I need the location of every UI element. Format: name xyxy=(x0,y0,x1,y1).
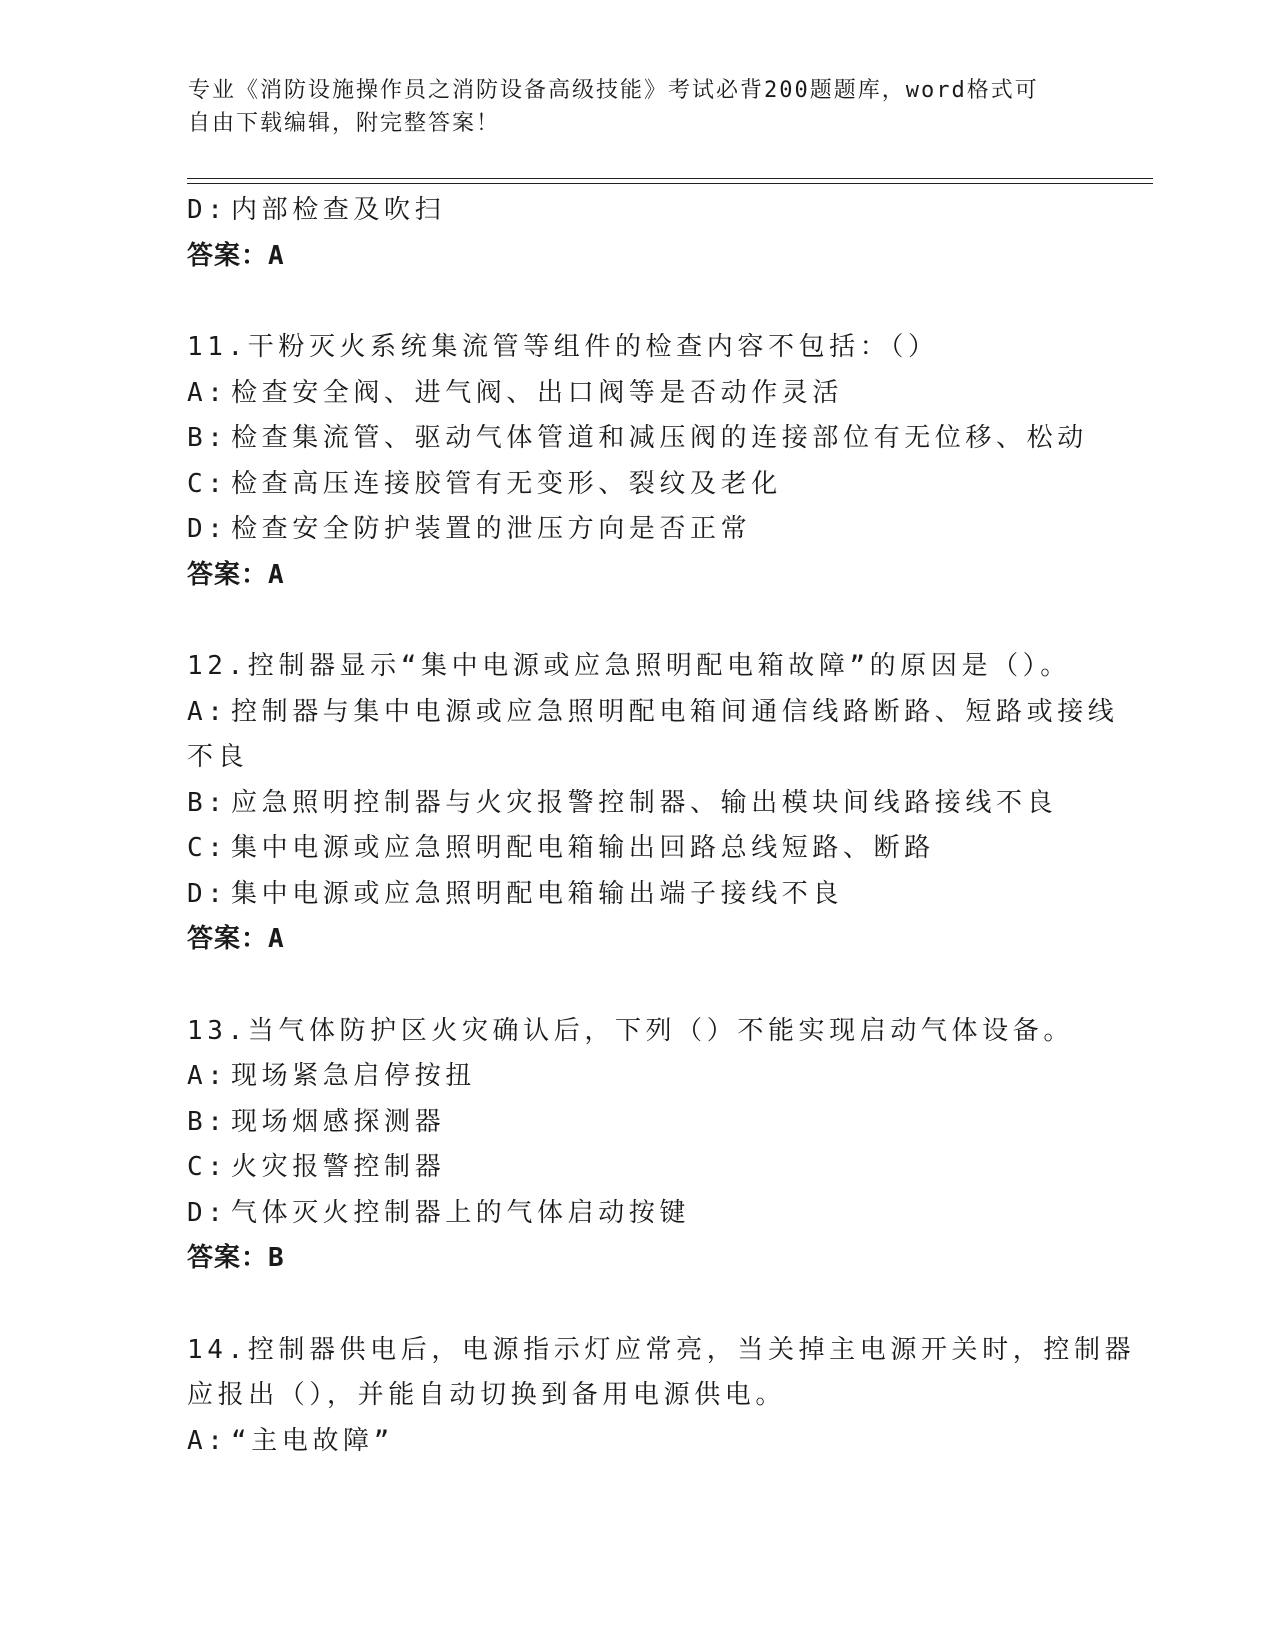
option-d xyxy=(187,872,1087,918)
question-13 xyxy=(187,1009,1087,1282)
option-key: A: xyxy=(187,1061,228,1091)
option-text: 现场烟感探测器 xyxy=(231,1106,446,1137)
option-a-continuation: 不良 xyxy=(187,742,249,772)
question-stem: 14.控制器供电后，电源指示灯应常亮，当关掉主电源开关时，控制器 xyxy=(187,1334,1136,1365)
option-c xyxy=(187,826,1087,872)
option-key: B: xyxy=(187,1106,228,1137)
question-stem: 11.干粉灭火系统集流管等组件的检查内容不包括：（） xyxy=(187,332,939,362)
option-d xyxy=(187,507,1087,553)
option-key: C: xyxy=(187,468,228,499)
header-line-2: 自由下载编辑，附完整答案！ xyxy=(188,111,501,136)
option-a xyxy=(187,690,1119,736)
option-text: 现场紧急启停按扭 xyxy=(231,1061,476,1091)
option-key: C: xyxy=(187,1152,228,1182)
option-text: 检查安全防护装置的泄压方向是否正常 xyxy=(231,514,752,544)
option-key: A: xyxy=(187,1425,228,1456)
question-stem: 13.当气体防护区火灾确认后，下列（）不能实现启动气体设备。 xyxy=(187,1015,1074,1046)
option-text: “主电故障” xyxy=(231,1425,394,1456)
option-d xyxy=(187,1191,1087,1237)
option-text: 内部检查及吹扫 xyxy=(231,195,446,225)
option-key: A: xyxy=(187,377,228,408)
option-a xyxy=(187,1054,1087,1100)
question-11 xyxy=(187,325,1087,598)
header-divider xyxy=(187,178,1153,184)
page-header xyxy=(188,74,1088,140)
option-text: 控制器与集中电源或应急照明配电箱间通信线路断路、短路或接线 xyxy=(231,696,1119,727)
question-stem: 12.控制器显示“集中电源或应急照明配电箱故障”的原因是（）。 xyxy=(187,651,1071,681)
option-key: D: xyxy=(187,195,228,225)
question-14 xyxy=(187,1328,1136,1465)
header-line-1: 专业《消防设施操作员之消防设备高级技能》考试必背200题题库，word格式可 xyxy=(188,78,1039,103)
option-key: C: xyxy=(187,833,228,863)
option-text: 火灾报警控制器 xyxy=(231,1152,446,1182)
option-c xyxy=(187,462,1087,508)
option-text: 检查集流管、驱动气体管道和减压阀的连接部位有无位移、松动 xyxy=(231,423,1088,453)
option-a xyxy=(187,371,1087,417)
option-key: B: xyxy=(187,423,228,453)
answer-line: 答案：A xyxy=(187,924,285,954)
option-c xyxy=(187,1145,1087,1191)
option-a xyxy=(187,1419,1087,1465)
option-key: D: xyxy=(187,514,228,544)
answer-line: 答案：B xyxy=(187,1243,285,1273)
option-text: 应急照明控制器与火灾报警控制器、输出模块间线路接线不良 xyxy=(231,787,1058,818)
option-text: 集中电源或应急照明配电箱输出端子接线不良 xyxy=(231,878,844,909)
option-text: 检查高压连接胶管有无变形、裂纹及老化 xyxy=(231,468,782,499)
option-b xyxy=(187,1100,1087,1146)
option-text: 气体灭火控制器上的气体启动按键 xyxy=(231,1197,691,1228)
question-list xyxy=(187,188,1136,1464)
answer-line: 答案：A xyxy=(187,240,285,271)
option-key: D: xyxy=(187,1197,228,1228)
option-key: A: xyxy=(187,696,228,727)
answer-line: 答案：A xyxy=(187,559,285,590)
option-b xyxy=(187,416,1087,462)
option-text: 检查安全阀、进气阀、出口阀等是否动作灵活 xyxy=(231,377,844,408)
option-d xyxy=(187,188,1087,234)
question-fragment xyxy=(187,188,1087,279)
option-b xyxy=(187,781,1087,827)
question-stem-continuation: 应报出（），并能自动切换到备用电源供电。 xyxy=(187,1380,787,1410)
question-12 xyxy=(187,644,1119,963)
option-text: 集中电源或应急照明配电箱输出回路总线短路、断路 xyxy=(231,833,935,863)
option-key: D: xyxy=(187,878,228,909)
option-key: B: xyxy=(187,787,228,818)
